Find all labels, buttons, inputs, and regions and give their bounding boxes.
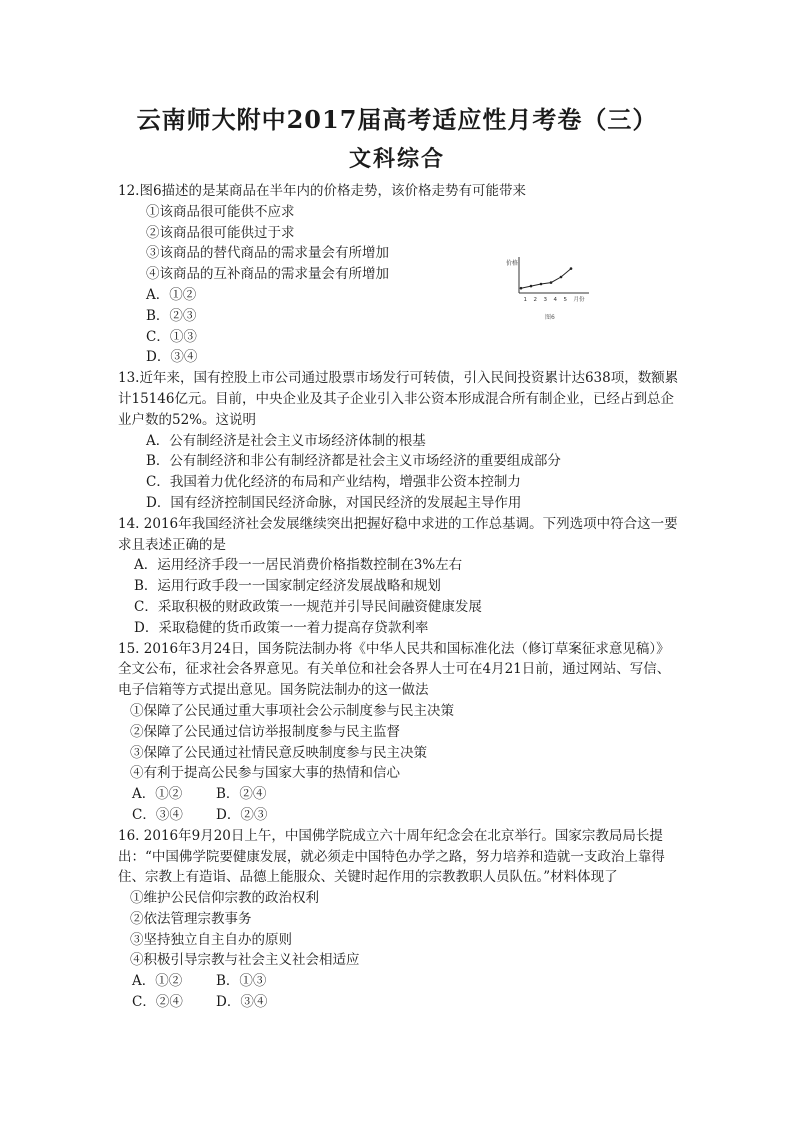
question-16 [118, 826, 680, 1013]
statement-item: ③坚持独立自主自办的原则 [130, 931, 292, 948]
answer-choice: B．①③ [216, 973, 267, 990]
answer-choice-row [118, 784, 680, 805]
answer-choice: C．③④ [132, 806, 183, 823]
statement-item: ③保障了公民通过社情民意反映制度参与民主决策 [130, 744, 427, 761]
x-tick-label: 3 [543, 297, 547, 303]
price-point [570, 267, 573, 270]
price-point [560, 276, 563, 279]
statement-item: ①该商品很可能供不应求 [146, 203, 295, 220]
question-stem: 15. 2016年3月24日，国务院法制办将《中华人民共和国标准化法（修订草案征求意见稿）》全文公布，征求社会各界意见。有关单位和社会各界人士可在4月21日前，通过网站、写信、电子信箱等方式提出意见。国务院法制办的这一做法 [118, 640, 671, 699]
answer-choice: A．公有制经济是社会主义市场经济体制的根基 [146, 432, 426, 449]
price-point [540, 283, 543, 286]
figure-caption: 图6 [545, 314, 555, 321]
price-point [520, 287, 523, 290]
statement-item: ③该商品的替代商品的需求量会有所增加 [146, 245, 389, 262]
statement-item: ①保障了公民通过重大事项社会公示制度参与民主决策 [130, 702, 454, 719]
question-12 [118, 181, 680, 368]
statement-item: ④积极引导宗教与社会主义社会相适应 [130, 952, 360, 969]
x-tick-label: 2 [533, 297, 537, 303]
answer-choice: A．①② [132, 973, 183, 990]
question-14 [118, 514, 680, 639]
x-tick-label: 4 [553, 297, 557, 303]
statement-item: ④该商品的互补商品的需求量会有所增加 [146, 266, 389, 283]
statement-item: ②依法管理宗教事务 [130, 910, 252, 927]
price-trend-figure [505, 253, 595, 323]
statement-item: ②保障了公民通过信访举报制度参与民主监督 [130, 723, 400, 740]
answer-choice: D．③④ [146, 349, 198, 366]
statement-item: ②该商品很可能供过于求 [146, 224, 295, 241]
question-stem: 13.近年来，国有控股上市公司通过股票市场发行可转债，引入民间投资累计达638项，数额累计15146亿元。目前，中央企业及其子企业引入非公资本形成混合所有制企业，已经占到总企业户数的52%。这说明 [118, 370, 679, 428]
answer-choice: B．②④ [216, 786, 267, 803]
answer-choice-row [118, 971, 680, 992]
exam-title: 云南师大附中2017届高考适应性月考卷（三） [136, 105, 658, 134]
answer-choice: C．我国着力优化经济的布局和产业结构，增强非公资本控制力 [146, 474, 521, 491]
x-tick-label: 1 [523, 297, 527, 303]
answer-choice: C．采取积极的财政政策一一规范并引导民间融资健康发展 [134, 598, 482, 615]
question-stem: 16. 2016年9月20日上午，中国佛学院成立六十周年纪念会在北京举行。国家宗教局局长提出：“中国佛学院要健康发展，就必须走中国特色办学之路，努力培养和造就一支政治上靠得住、宗教上有造诣、品德上能服众、关键时起作用的宗教教职人员队伍。”材料体现了 [118, 827, 665, 886]
question-15 [118, 639, 680, 826]
answer-choice: C．②④ [132, 994, 183, 1011]
answer-choice: B．②③ [146, 307, 197, 324]
question-stem: 12.图6描述的是某商品在半年内的价格走势，该价格走势有可能带来 [118, 183, 527, 199]
answer-choice: A．①② [132, 786, 183, 803]
x-tick-label: 5 [563, 297, 567, 303]
statement-item: ①维护公民信仰宗教的政治权利 [130, 890, 319, 907]
answer-choice: A．运用经济手段一一居民消费价格指数控制在3%左右 [134, 557, 463, 574]
price-line [521, 269, 571, 289]
question-stem: 14. 2016年我国经济社会发展继续突出把握好稳中求进的工作总基调。下列选项中符合这一要求且表述正确的是 [118, 515, 678, 553]
price-point [530, 285, 533, 288]
answer-choice: D．国有经济控制国民经济命脉，对国民经济的发展起主导作用 [146, 494, 522, 511]
statement-item: ④有利于提高公民参与国家大事的热情和信心 [130, 765, 400, 782]
answer-choice: B．运用行政手段一一国家制定经济发展战略和规划 [134, 578, 441, 595]
question-13 [118, 368, 680, 514]
y-axis-label: 价格 [506, 260, 519, 267]
exam-subtitle: 文科综合 [348, 146, 445, 172]
answer-choice: D．③④ [216, 994, 268, 1011]
answer-choice-row [118, 805, 680, 826]
question-body [118, 181, 680, 1013]
answer-choice-row [118, 992, 680, 1013]
answer-choice: C．①③ [146, 328, 197, 345]
x-tick-label: 月份 [573, 297, 585, 303]
price-point [550, 281, 553, 284]
answer-choice: B．公有制经济和非公有制经济都是社会主义市场经济的重要组成部分 [146, 453, 561, 470]
answer-choice: A．①② [146, 286, 197, 303]
answer-choice: D．采取稳健的货币政策一一着力提高存贷款利率 [134, 619, 429, 636]
answer-choice: D．②③ [216, 806, 268, 823]
